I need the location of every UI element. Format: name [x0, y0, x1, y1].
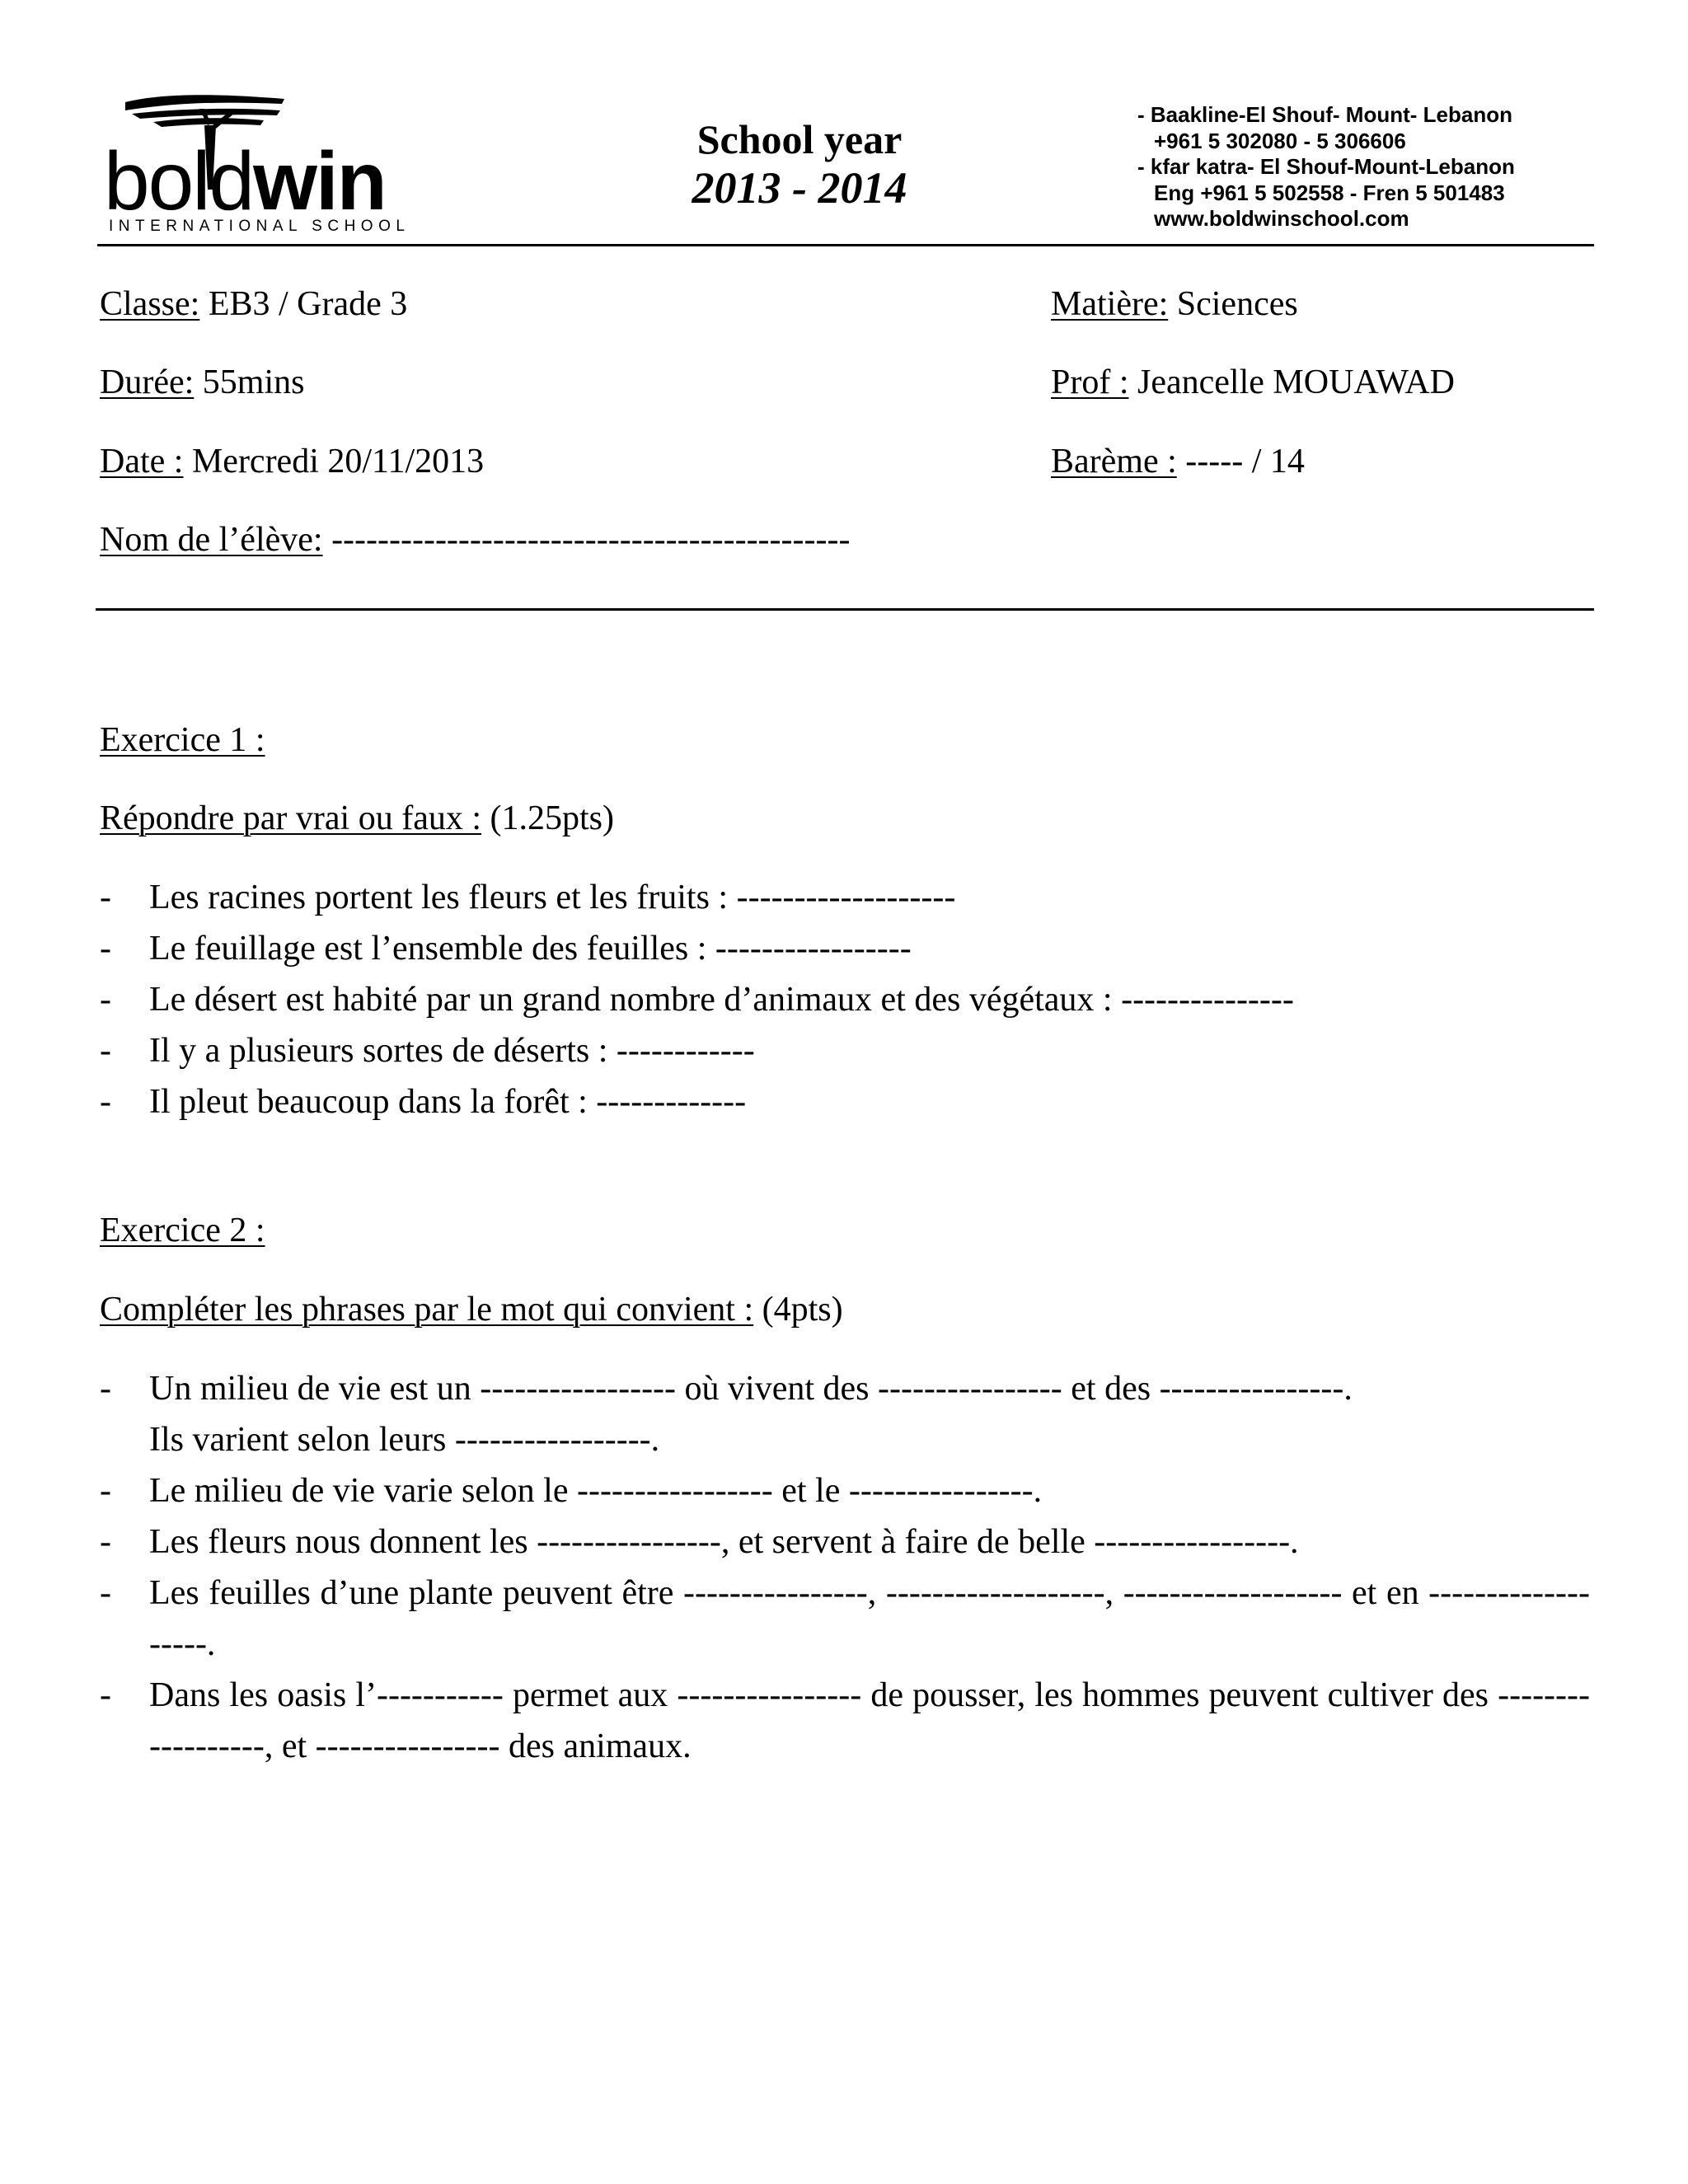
info-bareme	[1051, 441, 1305, 482]
item-text: Il y a plusieurs sortes de déserts : ------------	[149, 1032, 755, 1070]
item-text: Le milieu de vie varie selon le ----------------- et le ----------------.	[149, 1472, 1043, 1510]
info-prof	[1051, 362, 1455, 403]
info-divider	[96, 608, 1594, 611]
info-duree	[100, 362, 304, 403]
exercise-1-list	[100, 872, 1590, 1127]
classe-label: Classe:	[100, 285, 200, 323]
school-year-value: 2013 - 2014	[692, 163, 907, 213]
list-item: - Dans les oasis l’----------- permet aux ---------------- de pousser, les hommes peuvent cultiver des ------------------, et ---------------- des animaux.	[100, 1676, 1590, 1765]
list-item: - Le feuillage est l’ensemble des feuilles : -----------------	[100, 930, 912, 968]
item-text: Les fleurs nous donnent les ----------------, et servent à faire de belle -----------------.	[149, 1523, 1299, 1561]
list-item: - Les racines portent les fleurs et les fruits : -------------------	[100, 879, 956, 916]
exercise-1-points: (1.25pts)	[481, 799, 615, 837]
list-item: - Les fleurs nous donnent les ----------------, et servent à faire de belle -----------------.	[100, 1523, 1299, 1561]
list-item: - Il pleut beaucoup dans la forêt : -------------	[100, 1083, 747, 1121]
matiere-value: Sciences	[1168, 285, 1298, 323]
duree-value: 55mins	[194, 363, 305, 401]
item-text: Les feuilles d’une plante peuvent être ----------------, -------------------, ------------------- et en -------------------.	[149, 1574, 1590, 1663]
exercise-2-title-text: Exercice 2 :	[100, 1212, 265, 1249]
info-nom	[100, 519, 850, 560]
item-text-continued: Ils varient selon leurs -----------------.	[149, 1421, 660, 1459]
logo-word-light: bold	[104, 135, 254, 227]
list-item: - Le milieu de vie varie selon le ----------------- et le ----------------.	[100, 1472, 1043, 1510]
matiere-label: Matière:	[1051, 285, 1169, 323]
logo-subtitle: INTERNATIONAL SCHOOL	[109, 218, 410, 235]
exercise-1-title	[100, 719, 265, 761]
duree-label: Durée:	[100, 363, 195, 401]
prof-label: Prof :	[1051, 363, 1129, 401]
exercise-1-instruction-text: Répondre par vrai ou faux :	[100, 799, 482, 837]
item-text: Un milieu de vie est un ----------------- où vivent des ---------------- et des ----------------.	[149, 1370, 1353, 1408]
exercise-2-list	[100, 1363, 1590, 1772]
info-date	[100, 441, 484, 482]
info-matiere	[1051, 284, 1298, 325]
header-divider	[97, 244, 1594, 246]
contact-line: www.boldwinschool.com	[1154, 206, 1409, 231]
bareme-value: ----- / 14	[1176, 443, 1305, 480]
school-year-label: School year	[696, 116, 903, 162]
exercise-2-instruction-text: Compléter les phrases par le mot qui convient :	[100, 1291, 754, 1329]
school-year-block	[635, 115, 964, 213]
nom-label: Nom de l’élève:	[100, 521, 323, 559]
item-text: Le désert est habité par un grand nombre d’animaux et des végétaux : ---------------	[149, 981, 1294, 1019]
item-text: Les racines portent les fleurs et les fruits : -------------------	[149, 879, 956, 916]
item-text: Il pleut beaucoup dans la forêt : -------------	[149, 1083, 747, 1121]
item-text: Dans les oasis l’----------- permet aux ---------------- de pousser, les hommes peuvent cultiver des ------------------, et ---------------- des animaux.	[149, 1676, 1590, 1765]
contact-line: - kfar katra- El Shouf-Mount-Lebanon	[1137, 154, 1515, 179]
school-logo	[104, 92, 412, 237]
contact-line: - Baakline-El Shouf- Mount- Lebanon	[1137, 102, 1512, 127]
exercise-2-instruction	[100, 1289, 843, 1330]
list-item: - Un milieu de vie est un ----------------- où vivent des ---------------- et des ----------------. Ils varient selon leurs -----------------.	[100, 1363, 1590, 1465]
classe-value: EB3 / Grade 3	[199, 285, 408, 323]
exercise-1-title-text: Exercice 1 :	[100, 721, 265, 759]
date-value: Mercredi 20/11/2013	[183, 443, 485, 480]
contact-block	[1137, 102, 1515, 232]
date-label: Date :	[100, 443, 184, 480]
bareme-label: Barème :	[1051, 443, 1177, 480]
info-classe	[100, 284, 407, 325]
list-item: - Il y a plusieurs sortes de déserts : ------------	[100, 1032, 755, 1070]
nom-value: ---------------------------------------------	[322, 521, 851, 559]
prof-value: Jeancelle MOUAWAD	[1128, 363, 1456, 401]
exercise-2-title	[100, 1210, 265, 1251]
list-item: - Les feuilles d’une plante peuvent être ----------------, -------------------, ------------------- et en -------------------.	[100, 1574, 1590, 1663]
exercise-1-instruction	[100, 798, 614, 839]
contact-line: +961 5 302080 - 5 306606	[1154, 128, 1406, 153]
contact-line: Eng +961 5 502558 - Fren 5 501483	[1154, 180, 1505, 205]
item-text: Le feuillage est l’ensemble des feuilles : -----------------	[149, 930, 912, 968]
list-item: - Le désert est habité par un grand nombre d’animaux et des végétaux : ---------------	[100, 981, 1294, 1019]
exercise-2-points: (4pts)	[753, 1291, 843, 1329]
logo-word-heavy: win	[253, 135, 386, 227]
